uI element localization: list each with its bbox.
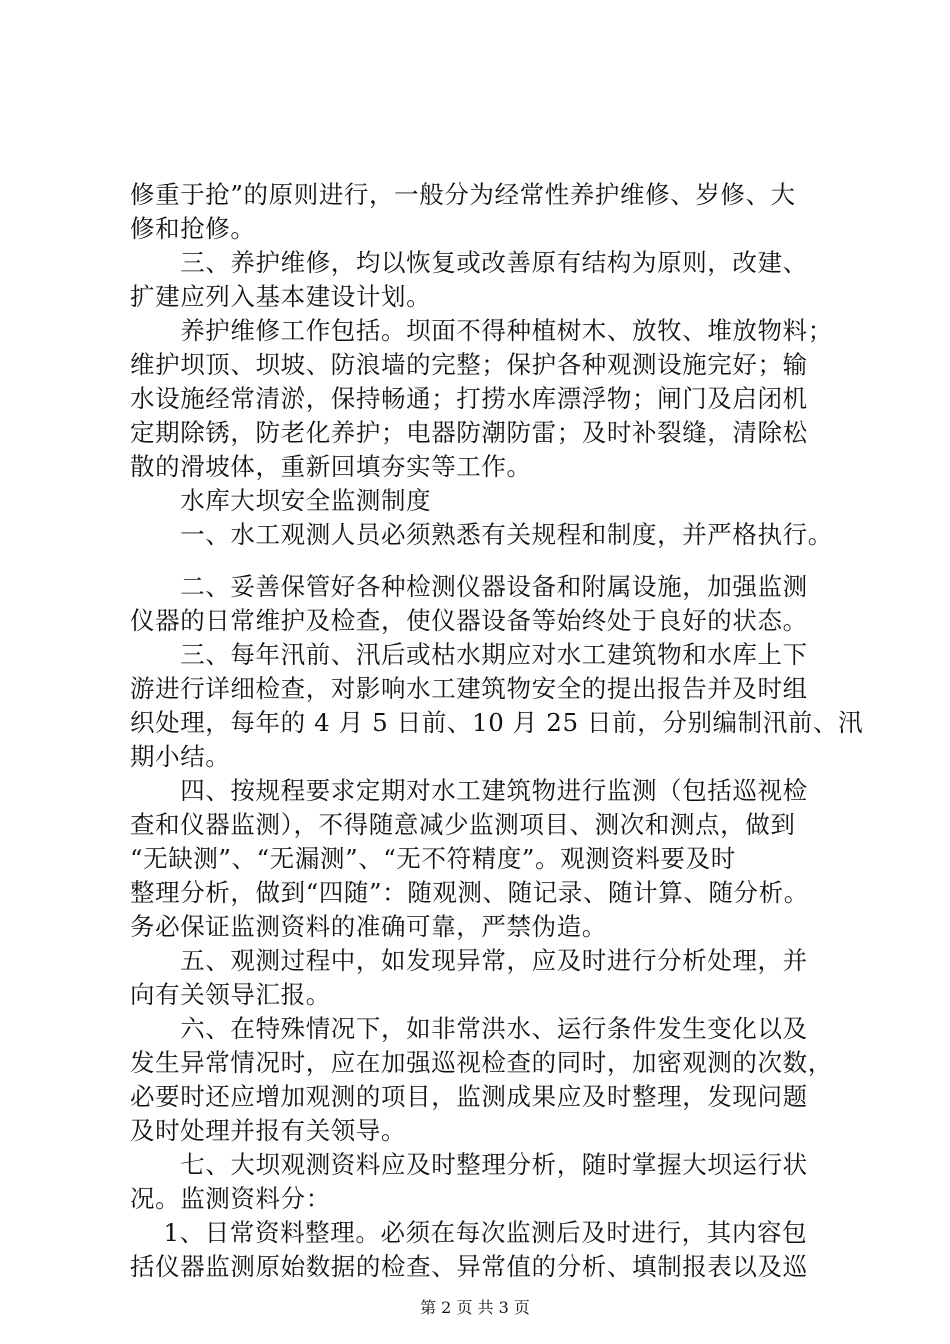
text-line: 期小结。 [130, 742, 231, 771]
text-line: 六、在特殊情况下，如非常洪水、运行条件发生变化以及 [130, 1014, 808, 1043]
text-line: 织处理，每年的 4 月 5 日前、10 月 25 日前，分别编制汛前、汛 [130, 708, 864, 737]
text-line: 定期除锈，防老化养护；电器防潮防雷；及时补裂缝，清除松 [130, 418, 808, 447]
text-line: 散的滑坡体，重新回填夯实等工作。 [130, 452, 532, 481]
text-line: 二、妥善保管好各种检测仪器设备和附属设施，加强监测 [130, 572, 808, 601]
text-line: 养护维修工作包括。坝面不得种植树木、放牧、堆放物料； [130, 316, 833, 345]
text-line: 括仪器监测原始数据的检查、异常值的分析、填制报表以及巡 [130, 1252, 808, 1281]
text-line: 三、养护维修，均以恢复或改善原有结构为原则，改建、 [130, 248, 808, 277]
text-line: 整理分析，做到“四随”：随观测、随记录、随计算、随分析。 [130, 878, 809, 907]
text-line: 一、水工观测人员必须熟悉有关规程和制度，并严格执行。 [130, 520, 833, 549]
text-line: 务必保证监测资料的准确可靠，严禁伪造。 [130, 912, 607, 941]
text-line: 修重于抢”的原则进行，一般分为经常性养护维修、岁修、大 [130, 180, 796, 209]
text-line: 1、日常资料整理。必须在每次监测后及时进行，其内容包 [130, 1218, 808, 1247]
text-line: 维护坝顶、坝坡、防浪墙的完整；保护各种观测设施完好；输 [130, 350, 808, 379]
section-heading: 水库大坝安全监测制度 [130, 486, 432, 515]
text-line: 及时处理并报有关领导。 [130, 1116, 407, 1145]
text-line: 修和抢修。 [130, 214, 256, 243]
page-number-footer: 第 2 页 共 3 页 [420, 1298, 530, 1317]
text-line: 七、大坝观测资料应及时整理分析，随时掌握大坝运行状 [130, 1150, 808, 1179]
text-line: 五、观测过程中，如发现异常，应及时进行分析处理，并 [130, 946, 808, 975]
text-line: 三、每年汛前、汛后或枯水期应对水工建筑物和水库上下 [130, 640, 808, 669]
text-line: “无缺测”、“无漏测”、“无不符精度”。观测资料要及时 [130, 844, 736, 873]
text-line: 查和仪器监测），不得随意减少监测项目、测次和测点，做到 [130, 810, 796, 839]
text-line: 水设施经常清淤，保持畅通；打捞水库漂浮物；闸门及启闭机 [130, 384, 808, 413]
text-line: 四、按规程要求定期对水工建筑物进行监测（包括巡视检 [130, 776, 808, 805]
text-line: 仪器的日常维护及检查，使仪器设备等始终处于良好的状态。 [130, 606, 808, 635]
text-line: 游进行详细检查，对影响水工建筑物安全的提出报告并及时组 [130, 674, 808, 703]
text-line: 发生异常情况时，应在加强巡视检查的同时，加密观测的次数， [130, 1048, 833, 1077]
text-line: 况。监测资料分： [130, 1184, 331, 1213]
text-line: 向有关领导汇报。 [130, 980, 331, 1009]
text-line: 必要时还应增加观测的项目，监测成果应及时整理，发现问题 [130, 1082, 808, 1111]
text-line: 扩建应列入基本建设计划。 [130, 282, 432, 311]
